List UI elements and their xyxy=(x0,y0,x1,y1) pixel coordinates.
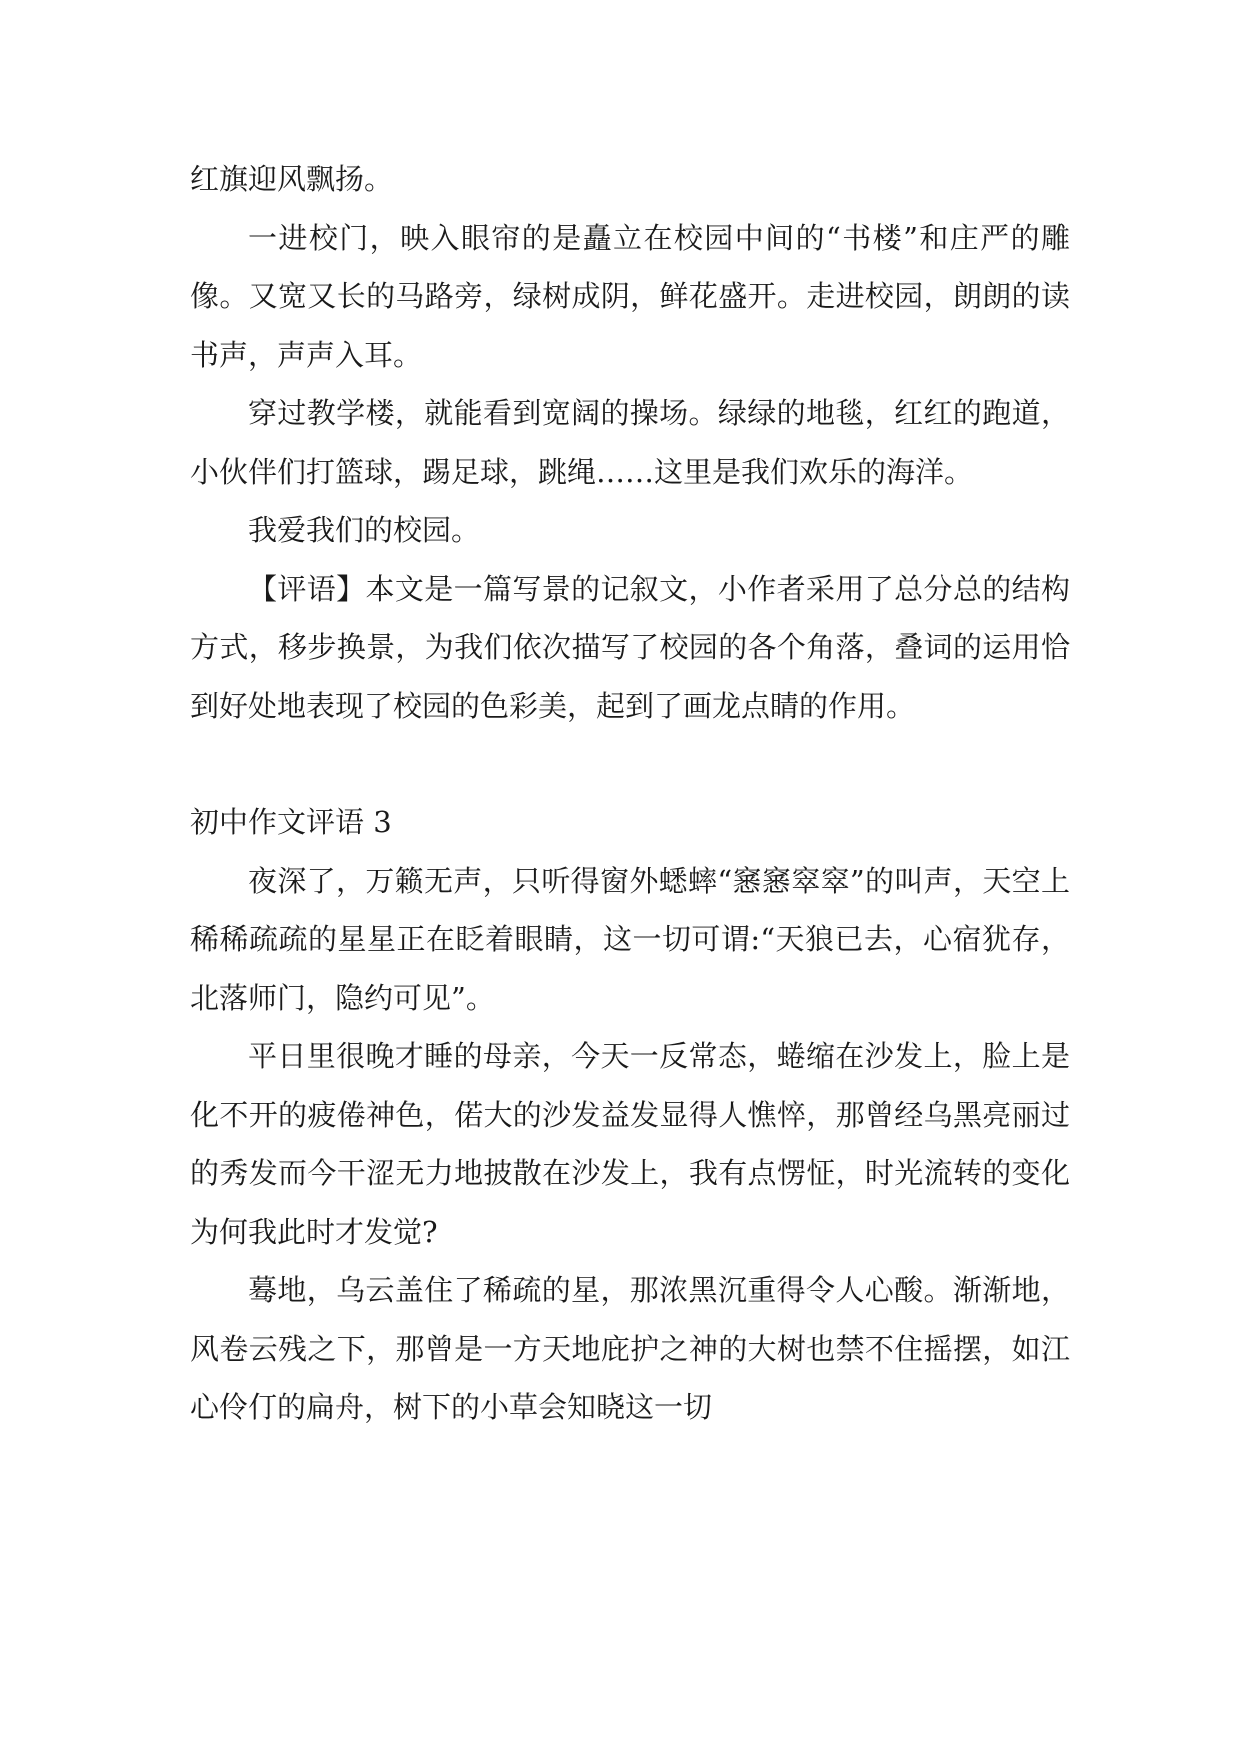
paragraph-mother: 平日里很晚才睡的母亲，今天一反常态，蜷缩在沙发上，脸上是化不开的疲倦神色，偌大的沙发益发显得人憔悴，那曾经乌黑亮丽过的秀发而今干涩无力地披散在沙发上，我有点愣怔，时光流转的变化为何我此时才发觉? xyxy=(190,1039,1070,1249)
paragraph-continuation: 红旗迎风飘扬。 xyxy=(190,162,394,196)
section-heading: 初中作文评语 3 xyxy=(190,805,392,839)
paragraph-comment: 【评语】本文是一篇写景的记叙文，小作者采用了总分总的结构方式，移步换景，为我们依次描写了校园的各个角落，叠词的运用恰到好处地表现了校园的色彩美，起到了画龙点睛的作用。 xyxy=(190,571,1070,723)
paragraph-love-school: 我爱我们的校园。 xyxy=(248,513,481,547)
paragraph-clouds: 蓦地，乌云盖住了稀疏的星，那浓黑沉重得令人心酸。渐渐地，风卷云残之下，那曾是一方天地庇护之神的大树也禁不住摇摆，如江心伶仃的扁舟，树下的小草会知晓这一切 xyxy=(190,1273,1070,1424)
paragraph-school-gate: 一进校门，映入眼帘的是矗立在校园中间的“书楼”和庄严的雕像。又宽又长的马路旁，绿树成阴，鲜花盛开。走进校园，朗朗的读书声，声声入耳。 xyxy=(190,220,1070,372)
paragraph-playground: 穿过教学楼，就能看到宽阔的操场。绿绿的地毯，红红的跑道，小伙伴们打篮球，踢足球，跳绳……这里是我们欢乐的海洋。 xyxy=(190,396,1070,489)
paragraph-night: 夜深了，万籁无声，只听得窗外蟋蟀“窸窸窣窣”的叫声，天空上稀稀疏疏的星星正在眨着眼睛，这一切可谓:“天狼已去，心宿犹存，北落师门，隐约可见”。 xyxy=(190,863,1070,1015)
document-body xyxy=(190,150,1070,1437)
